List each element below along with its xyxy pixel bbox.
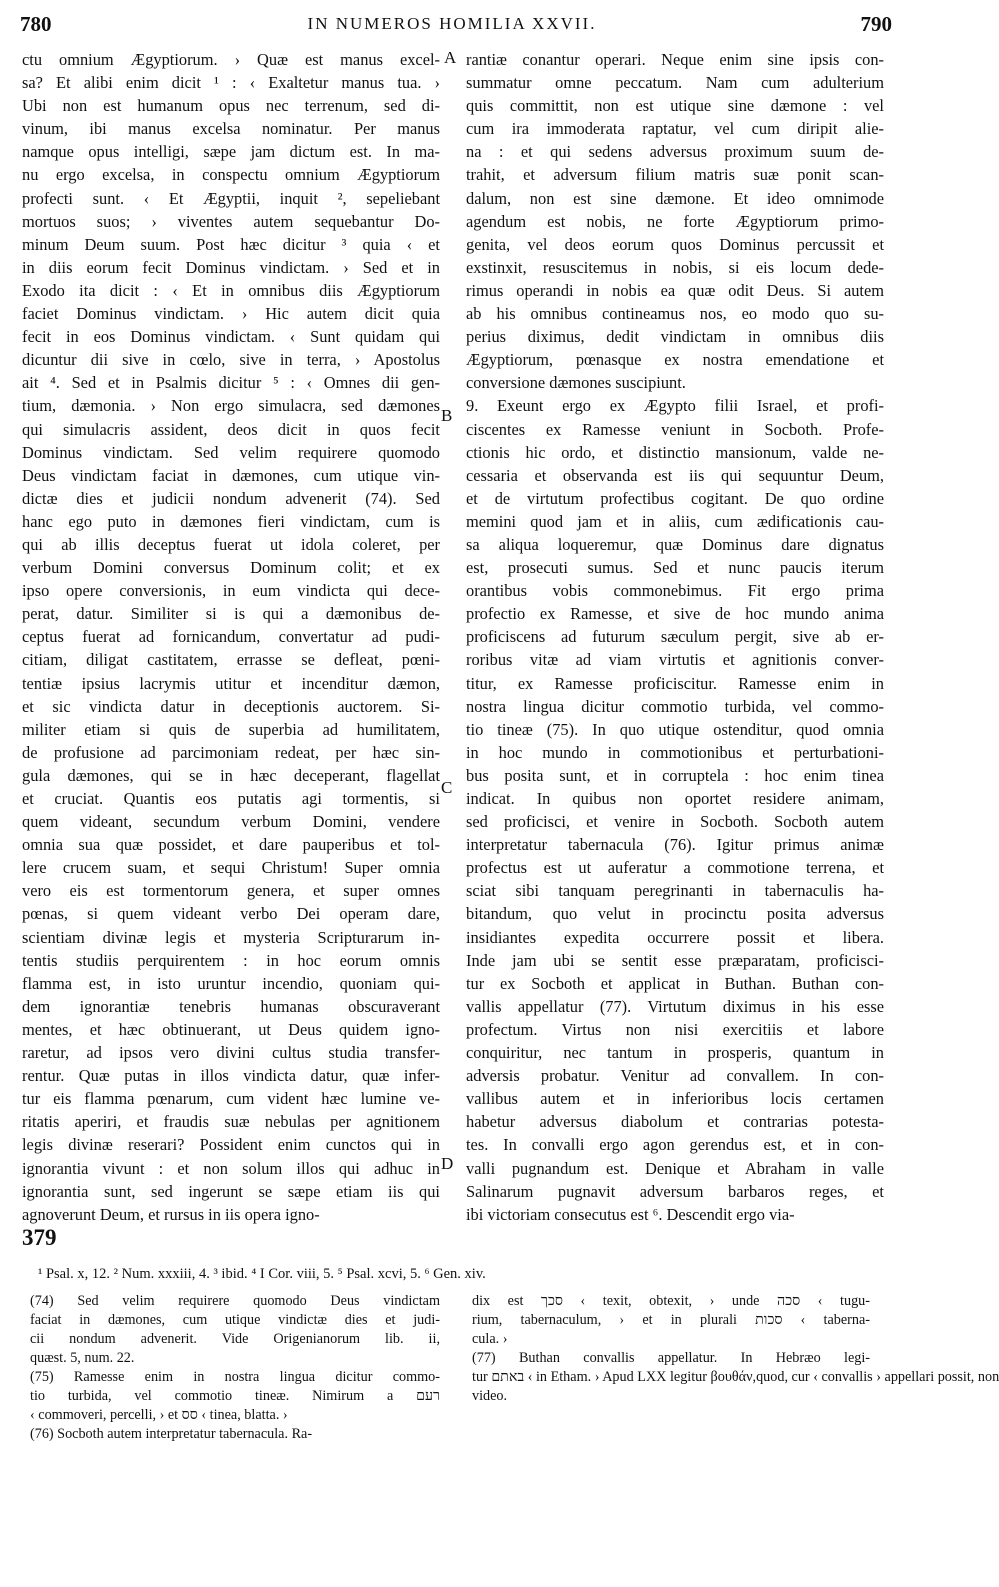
text-line: de profusione ad parcimoniam redeat, per hæc sin- [22,742,440,762]
text-line: raretur, ad ipsos vero divini cultus studia transfer- [22,1043,440,1063]
margin-letter-b: B [441,406,453,425]
text-line: habetur adversus diabolum et contrarias potesta- [466,1112,884,1132]
text-line: nu ergo excelsa, in conspectu omnium Ægyptiorum [22,165,440,185]
text-line: ignorantia vivunt : et non solum illos qui adhuc in [22,1158,440,1178]
running-title: IN NUMEROS HOMILIA XXVII. [307,14,597,33]
text-line: tur eis flamma pœnarum, cum vident hæc lumine ve- [22,1089,440,1109]
page-number-left: 780 [20,12,52,36]
text-line: vinum, ibi manus excelsa nominatur. Per manus [22,119,440,139]
text-line: interpretatur tabernacula (76). Igitur primus animæ [466,835,884,855]
footnote-line: tio turbida, vel commotio tineæ. Nimirum a רעם [30,1388,440,1404]
text-line: lere crucem suam, et sequi Christum! Super omnia [22,858,440,878]
margin-letter-d: D [441,1154,454,1173]
text-line: ceptus fuerat ad fornicandum, convertatur ad pudi- [22,627,440,647]
text-line: sed proficisci, et venire in Socboth. Socboth autem [466,812,884,832]
footnote-line: faciat in dæmones, cum utique vindictæ dies et judi- [30,1312,440,1328]
text-line: roribus vitæ ad viam virtutis et agnitionis conver- [466,650,884,670]
right-text-column [466,48,884,1248]
text-line: tio tineæ (75). In quo utique ostenditur, quod omnia [466,719,884,739]
text-line: sa? Et alibi enim dicit ¹ : ‹ Exaltetur manus tua. › [22,73,440,93]
text-line: gula dæmones, qui se in hæc deceperant, flagellat [22,765,440,785]
text-line: vero eis est tormentorum genera, et super omnes [22,881,440,901]
text-line: verbum Domini conversus Dominum colit; et ex [22,558,440,578]
text-line: sa aliqua loqueremur, quæ Dominus dare dignatus [466,534,884,554]
text-line: rimus operandi in nobis ea quæ odit Deus. Si autem [466,280,884,300]
text-line: tur ex Socboth et applicat in Buthan. Buthan con- [466,973,884,993]
text-line: citiam, diligat castitatem, errasse se defleat, pœni- [22,650,440,670]
text-line: profectus est ut auferatur a commotione terrena, et [466,858,884,878]
text-line: quem videant, secundum verbum Domini, vendere [22,812,440,832]
footnote-line: (74) Sed velim requirere quomodo Deus vindictam [30,1293,440,1309]
text-line: omnia sua quæ possidet, et dare pauperibus et tol- [22,835,440,855]
text-line: rentur. Quæ putas in illos vindicta datur, quæ infer- [22,1066,440,1086]
footnote-line: (76) Socboth autem interpretatur tabernacula. Ra- [30,1426,313,1442]
text-line: scientiam divinæ legis et mysteria Scripturarum in- [22,927,440,947]
footnotes-right [472,1292,999,1406]
text-line: in diis eorum fecit Dominus vindictam. › Sed et in [22,257,440,277]
text-line: vallis appellatur (77). Virtutum diximus in his esse [466,996,884,1016]
text-line: trahit, et adversum filium matris suæ ponit scan- [466,165,884,185]
text-line: conversione dæmones suscipiunt. [466,373,686,393]
text-line: ritatis aperiri, et fraudis suæ nebulas per agnitionem [22,1112,440,1132]
text-line: orantibus vobis commonebimus. Fit ergo prima [466,581,884,601]
text-line: vallibus autem et in inferioribus locis certamen [466,1089,884,1109]
text-line: tium, dæmonia. › Non ergo simulacra, sed dæmones [22,396,440,416]
text-line: mortuos suos; › viventes autem sequebantur Do- [22,211,440,231]
text-line: agnoverunt Deum, et rursus in iis opera igno- [22,1204,320,1224]
text-line: hanc ego puto in dæmones fieri vindictam, cum is [22,511,440,531]
text-line: memini quod jam et in aliis, cum ædificationis cau- [466,511,884,531]
text-line: dicuntur dii sive in cœlo, sive in terra, › Apostolus [22,350,440,370]
text-line: summatur omne peccatum. Nam cum adulterium [466,73,884,93]
margin-letter-a: A [444,48,457,67]
page-number-right: 790 [860,12,892,36]
text-line: pœnas, si quem videant verbo Dei operam dare, [22,904,440,924]
footnote-line: tur באתם ‹ in Etham. › Apud LXX legitur βουθάν,quod, cur ‹ convallis › appellari possit, non [472,1369,999,1385]
text-line: profecti sunt. ‹ Et Ægyptii, inquit ², sepeliebant [22,188,440,208]
text-line: qui simulacris assident, deos dicit in quos fecit [22,419,440,439]
text-line: insidiantes expedita occurrere possit et libera. [466,927,884,947]
footnote-line: video. [472,1388,508,1404]
footnote-line: quæst. 5, num. 22. [30,1350,135,1366]
text-line: mentes, et hæc obtinuerant, ut Deus quidem igno- [22,1019,440,1039]
text-line: Deus vindictam faciat in dæmones, cum utique vin- [22,465,440,485]
text-line: rantiæ conantur operari. Neque enim sine ipsis con- [466,50,884,69]
text-line: minum Deum suum. Post hæc dicitur ³ quia ‹ et [22,234,440,254]
text-line: tentiæ ipsius lacrymis utitur et incenditur dæmon, [22,673,440,693]
text-line: titur, ex Ramesse proficiscitur. Ramesse enim in [466,673,884,693]
text-line: est, prosecuti sumus. Sed et nunc paucis iterum [466,558,884,578]
text-line: adversis probatur. Venitur ad convallem. In con- [466,1066,884,1086]
text-line: na : et qui sedens adversus proximum suum de- [466,142,884,162]
text-line: ait ⁴. Sed et in Psalmis dicitur ⁵ : ‹ Omnes dii gen- [22,373,440,393]
text-line: ciscentes ex Ramesse veniunt in Socboth. Profe- [466,419,884,439]
text-line: legis divinæ reserari? Possident enim cunctos qui in [22,1135,440,1155]
text-line: perius diximus, dedit vindictam in omnibus diis [466,327,884,347]
text-line: namque opus intelligi, sæpe jam dictum est. In ma- [22,142,440,162]
text-line: genita, vel deos eorum quos Dominus percussit et [466,234,884,254]
text-line: ab his omnibus contineamus nos, eo modo quo su- [466,304,884,324]
page-header [8,12,896,42]
text-line: Salinarum pugnavit adversum barbaros reges, et [466,1181,884,1201]
text-line: et sic vindicta datur in deceptionis auctorem. Si- [22,696,440,716]
footnote-line: (75) Ramesse enim in nostra lingua dicitur commo- [30,1369,440,1385]
text-line: ignorantia sunt, sed ingerunt se sæpe etiam iis qui [22,1181,440,1201]
text-line: bitandum, quo velut in procinctu posita adversus [466,904,884,924]
text-line: in hoc mundo in commotionibus et perturbationi- [466,742,884,762]
text-line: dictæ dies et judicii nondum advenerit (74). Sed [22,488,440,508]
footnote-line: ‹ commoveri, percelli, › et סס ‹ tinea, blatta. › [30,1407,288,1423]
text-line: ibi victoriam consecutus est ⁶. Descendit ergo via- [466,1204,795,1224]
text-line: tes. In convalli ergo agon gerendus est, et in con- [466,1135,884,1155]
text-line: faciet Dominus vindictam. › Hic autem dicit quia [22,304,440,324]
text-line: agendum est nobis, ne forte Ægyptiorum primo- [466,211,884,231]
text-line: perat, datur. Similiter si is qui a dæmonibus de- [22,604,440,624]
text-line: et de virtutum profectibus cogitant. De quo ordine [466,488,884,508]
text-line: profectio ex Ramesse, et sive de hoc mundo anima [466,604,884,624]
footnotes-left [30,1292,440,1444]
text-line: profectum. Virtus non nisi exercitiis et labore [466,1019,884,1039]
text-line: exstinxit, resuscitemus in nobis, si eis locum dede- [466,257,884,277]
text-line: 9. Exeunt ergo ex Ægypto filii Israel, et profi- [466,396,884,416]
text-line: indicat. In quibus non oportet residere animam, [466,789,884,808]
text-line: Ægyptiorum, pœnasque ex nostra emendatione et [466,350,884,370]
scripture-references: ¹ Psal. x, 12. ² Num. xxxiii, 4. ³ ibid. ⁴ I Cor. viii, 5. ⁵ Psal. xcvi, 5. ⁶ Gen. xiv. [38,1266,486,1282]
text-line: fecit in eos Dominus vindictam. ‹ Sunt quidam qui [22,327,440,347]
text-line: bus posita sunt, et in corruptela : hoc enim tinea [466,765,884,785]
text-line: ctu omnium Ægyptiorum. › Quæ est manus excel- [22,50,440,69]
left-text-column [22,48,440,1248]
text-line: dalum, non est sine dæmone. Et ideo omnimode [466,188,884,208]
text-line: Ubi non est humanum opus nec terrenum, sed di- [22,96,440,116]
footnote-line: cula. › [472,1331,508,1347]
text-line: Exodo ita dicit : ‹ Et in omnibus diis Ægyptiorum [22,280,440,300]
text-line: ctionis hic ordo, et distinctio mansionum, valde ne- [466,442,884,462]
text-line: quis committit, non est utique sine dæmone : vel [466,96,884,116]
footnote-line: (77) Buthan convallis appellatur. In Hebræo legi- [472,1350,870,1366]
footnote-line: cii nondum advenerit. Vide Origenianorum lib. ii, [30,1331,440,1347]
text-line: ipso opere conversionis, in eum vindicta qui dece- [22,581,440,601]
text-line: Dominus vindictam. Sed velim requirere quomodo [22,442,440,462]
column-number: 379 [22,1225,57,1250]
text-line: proficiscens ad futurum sæculum pergit, sive ab er- [466,627,884,647]
text-line: militer etiam si quis de superbia ad humilitatem, [22,719,440,739]
text-line: Inde jam ubi se sentit esse præparatam, proficisci- [466,950,884,970]
text-line: cum ira immoderata raptatur, vel cum diripit alie- [466,119,884,139]
text-line: et cruciat. Quantis eos putatis agi tormentis, si [22,789,440,808]
text-line: valli pugnandum est. Denique et Abraham in valle [466,1158,884,1178]
text-line: flamma est, in isto uruntur incendio, quoniam qui- [22,973,440,993]
text-line: qui ab illis deceptus fuerat ut idola coleret, per [22,534,440,554]
footnote-line: rium, tabernaculum, › et in plurali סכות ‹ taberna- [472,1312,870,1328]
text-line: dem ignorantiæ tenebris humanas obscuraverant [22,996,440,1016]
text-line: conquiritur, nec tantum in prosperis, quantum in [466,1043,884,1063]
text-line: sciat sibi tanquam peregrinanti in tabernaculis ha- [466,881,884,901]
text-line: nostra lingua dicitur commotio turbida, vel commo- [466,696,884,716]
footnote-line: dix est סכך ‹ texit, obtexit, › unde סכה ‹ tugu- [472,1293,870,1309]
text-line: tentis studiis perquirentem : in hoc eorum omnis [22,950,440,970]
margin-letter-c: C [441,778,453,797]
text-line: cessaria et observanda est iis qui sequuntur Deum, [466,465,884,485]
